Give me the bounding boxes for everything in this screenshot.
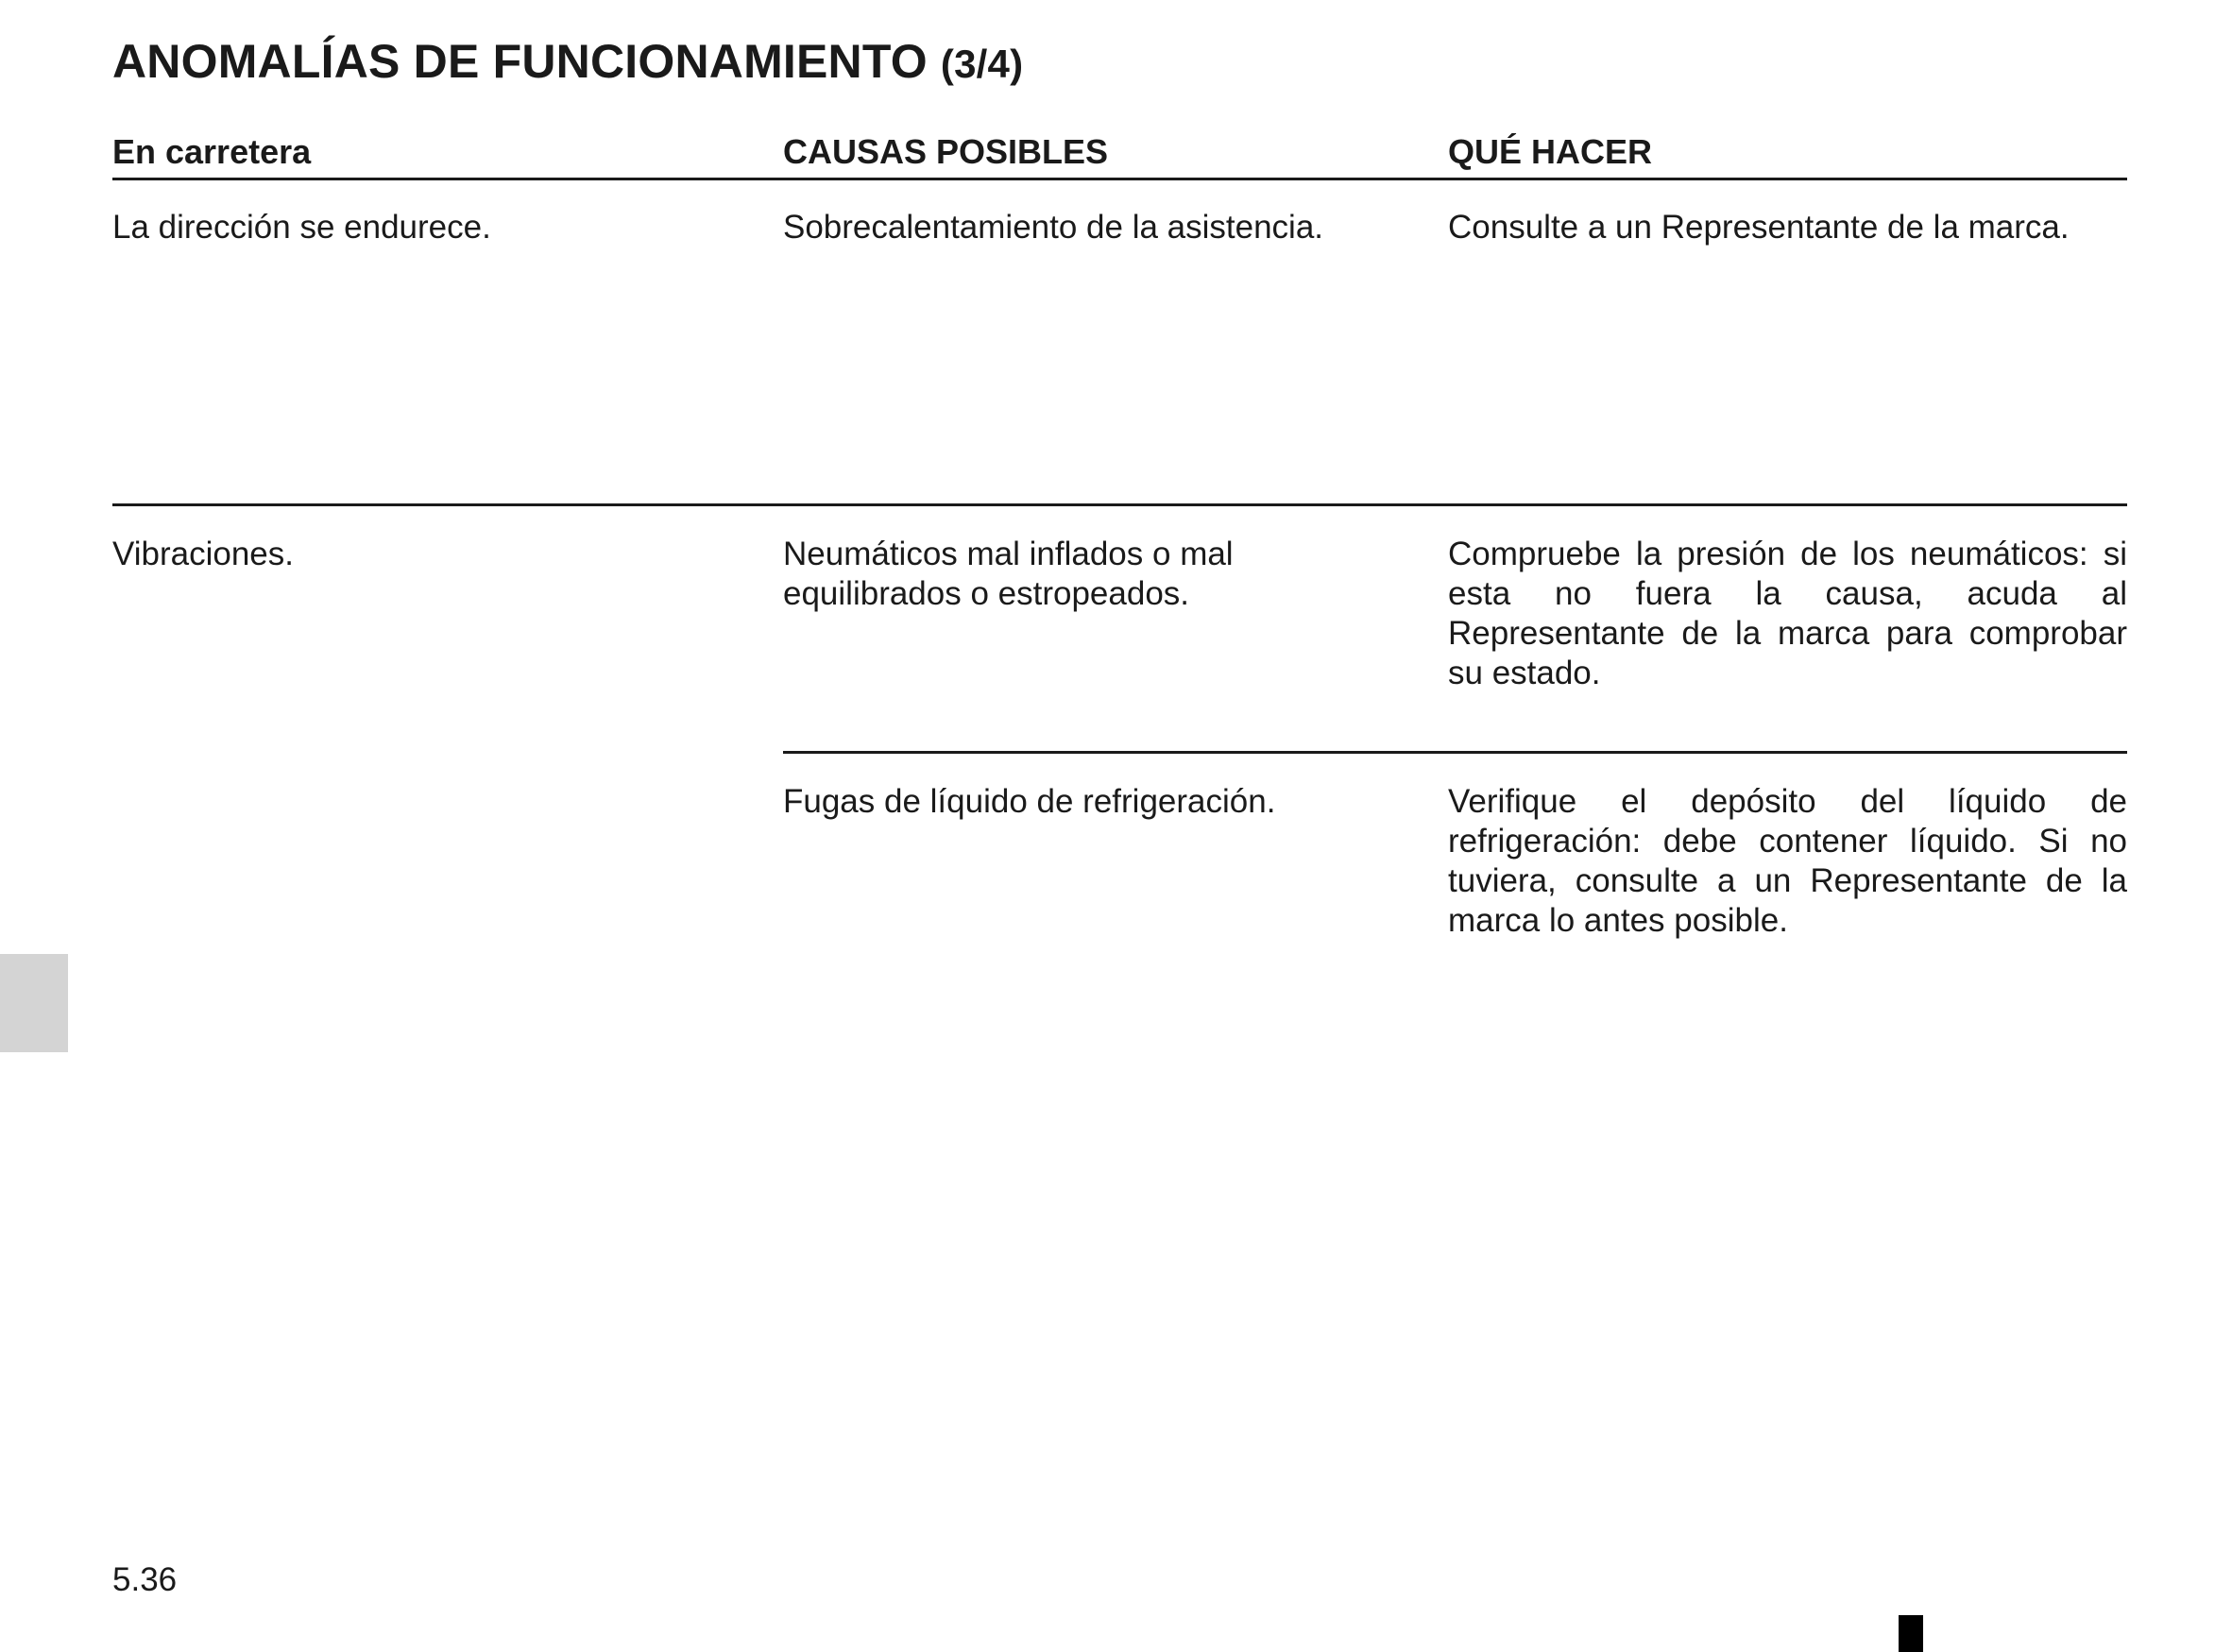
header-rule <box>112 178 2127 180</box>
header-actions: QUÉ HACER <box>1448 132 1653 171</box>
page-title <box>112 34 1023 89</box>
symptom-steering: La dirección se endurece. <box>112 209 491 246</box>
chapter-tab <box>0 954 68 1052</box>
symptom-vibrations: Vibraciones. <box>112 536 294 572</box>
corner-mark <box>1899 1615 1923 1652</box>
action-consult-representative: Consulte a un Representante de la marca. <box>1448 209 2070 246</box>
cause-tyres: Neumáticos mal inflados o mal equilibrados o estropeados. <box>783 536 1234 612</box>
cause-overheating: Sobrecalentamiento de la asistencia. <box>783 209 1324 246</box>
page-number: 5.36 <box>112 1561 178 1598</box>
cause-coolant-leak: Fugas de líquido de refrigeración. <box>783 783 1276 820</box>
header-causes: CAUSAS POSIBLES <box>783 132 1109 171</box>
row-divider <box>112 503 2127 506</box>
cause-divider <box>783 751 2127 754</box>
page-title-text: ANOMALÍAS DE FUNCIONAMIENTO <box>112 35 928 88</box>
action-check-tyre-pressure: Compruebe la presión de los neumáticos: si esta no fuera la causa, acuda al Representante de la marca para comprobar su estado. <box>1448 536 2127 691</box>
action-check-coolant: Verifique el depósito del líquido de refrigeración: debe contener líquido. Si no tuviera, consulte a un Representante de la marca lo antes posible. <box>1448 783 2127 939</box>
page-title-part: (3/4) <box>940 42 1024 86</box>
header-road: En carretera <box>112 132 312 171</box>
